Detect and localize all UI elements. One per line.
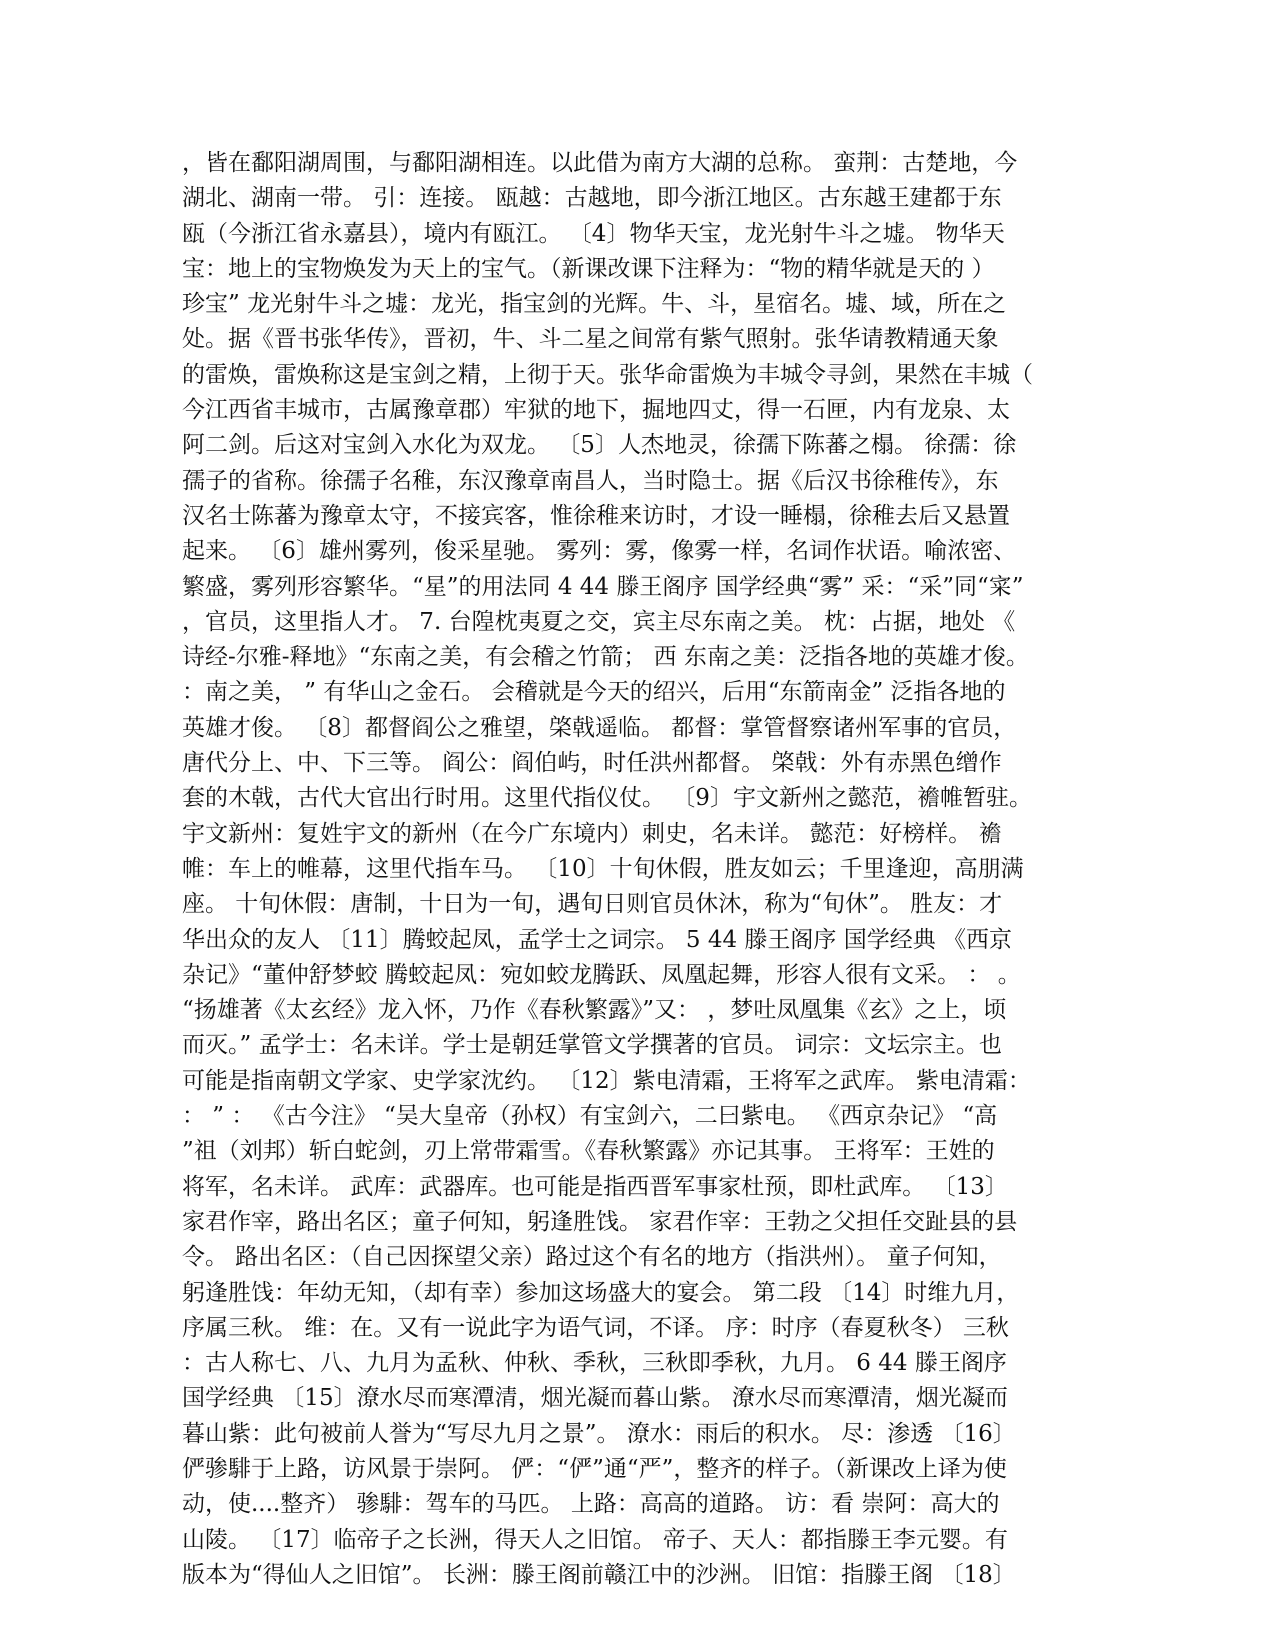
text-line: ，官员，这里指人才。 7. 台隍枕夷夏之交，宾主尽东南之美。 枕：占据，地处 《 — [182, 608, 1016, 635]
text-line: 华出众的友人 〔11〕腾蛟起凤，孟学士之词宗。 5 44 滕王阁序 国学经典 《西京 — [182, 926, 1013, 953]
text-line: 家君作宰，路出名区；童子何知，躬逢胜饯。 家君作宰：王勃之父担任交趾县的县 — [182, 1208, 1018, 1235]
text-line: 座。 十旬休假：唐制，十日为一旬，遇旬日则官员休沐，称为“旬休”。 胜友：才 — [182, 891, 1003, 918]
text-line: “扬雄著《太玄经》龙入怀，乃作《春秋繁露》”又： ，梦吐凤凰集《玄》之上，顷 — [182, 997, 1007, 1024]
text-line: 孺子的省称。徐孺子名稚，东汉豫章南昌人，当时隐士。据《后汉书徐稚传》，东 — [182, 467, 999, 494]
text-line: 躬逢胜饯：年幼无知，（却有幸）参加这场盛大的宴会。 第二段 〔14〕时维九月， — [182, 1279, 1020, 1306]
text-line: 宇文新州：复姓宇文的新州（在今广东境内）刺史，名未详。 懿范：好榜样。 襜 — [182, 820, 1002, 847]
text-line: 宝：地上的宝物焕发为天上的宝气。（新课改课下注释为：“物的精华就是天的 ） — [182, 255, 995, 282]
text-line: 山陵。 〔17〕临帝子之长洲，得天人之旧馆。 帝子、天人：都指滕王李元婴。有 — [182, 1526, 1008, 1553]
text-line: 瓯（今浙江省永嘉县），境内有瓯江。 〔4〕物华天宝，龙光射牛斗之墟。 物华天 — [182, 220, 1005, 247]
text-line: 俨骖騑于上路，访风景于崇阿。 俨：“俨”通“严”，整齐的样子。（新课改上译为使 — [182, 1455, 1007, 1482]
text-line: 繁盛，雾列形容繁华。“星”的用法同 4 44 滕王阁序 国学经典“雾” 采：“采”同“寀” — [182, 573, 1024, 600]
text-line: 套的木戟，古代大官出行时用。这里代指仪仗。 〔9〕宇文新州之懿范，襜帷暂驻。 — [182, 785, 1032, 812]
text-line: 可能是指南朝文学家、史学家沈约。 〔12〕紫电清霜，王将军之武库。 紫电清霜： — [182, 1067, 1031, 1094]
text-line: 湖北、湖南一带。 引：连接。 瓯越：古越地，即今浙江地区。古东越王建都于东 — [182, 185, 1002, 212]
text-line: 序属三秋。 维：在。又有一说此字为语气词，不译。 序：时序（春夏秋冬） 三秋 — [182, 1314, 1009, 1341]
text-line: 帷：车上的帷幕，这里代指车马。 〔10〕十旬休假，胜友如云；千里逢迎，高朋满 — [182, 855, 1024, 882]
text-line: ： ” ： 《古今注》 “吴大皇帝（孙权）有宝剑六，二曰紫电。 《西京杂记》 “高 — [182, 1103, 998, 1130]
text-line: 将军，名未详。 武库：武器库。也可能是指西晋军事家杜预，即杜武库。 〔13〕 — [182, 1173, 1008, 1200]
text-line: 唐代分上、中、下三等。 阎公：阎伯屿，时任洪州都督。 棨戟：外有赤黑色缯作 — [182, 750, 1002, 777]
text-line: 起来。 〔6〕雄州雾列，俊采星驰。 雾列：雾，像雾一样，名词作状语。喻浓密、 — [182, 538, 1017, 565]
text-line: 的雷焕，雷焕称这是宝剑之精，上彻于天。张华命雷焕为丰城令寻剑，果然在丰城（ — [182, 361, 1033, 388]
text-line: 而灭。” 孟学士：名未详。学士是朝廷掌管文学撰著的官员。 词宗：文坛宗主。也 — [182, 1032, 1002, 1059]
text-line: 汉名士陈蕃为豫章太守，不接宾客，惟徐稚来访时，才设一睡榻，徐稚去后又悬置 — [182, 502, 1010, 529]
text-line: 珍宝” 龙光射牛斗之墟：龙光，指宝剑的光辉。牛、斗，星宿名。墟、域，所在之 — [182, 291, 1007, 318]
text-line: 阿二剑。后这对宝剑入水化为双龙。 〔5〕人杰地灵，徐孺下陈蕃之榻。 徐孺：徐 — [182, 432, 1017, 459]
text-line: ：古人称七、八、九月为孟秋、仲秋、季秋，三秋即季秋，九月。 6 44 滕王阁序 — [182, 1350, 1007, 1377]
text-line: ，皆在鄱阳湖周围，与鄱阳湖相连。以此借为南方大湖的总称。 蛮荆：古楚地，今 — [182, 150, 1018, 176]
text-line: 英雄才俊。 〔8〕都督阎公之雅望，棨戟遥临。 都督：掌管督察诸州军事的官员， — [182, 714, 1017, 741]
text-line: 处。据《晋书张华传》，晋初，牛、斗二星之间常有紫气照射。张华请教精通天象 — [182, 326, 999, 353]
body-text — [182, 146, 1062, 1593]
text-line: 暮山紫：此句被前人誉为“写尽九月之景”。 潦水：雨后的积水。 尽：渗透 〔16〕 — [182, 1420, 1016, 1447]
text-line: ：南之美， ” 有华山之金石。 会稽就是今天的绍兴，后用“东箭南金” 泛指各地的 — [182, 679, 1006, 706]
text-line: 国学经典 〔15〕潦水尽而寒潭清，烟光凝而暮山紫。 潦水尽而寒潭清，烟光凝而 — [182, 1385, 1008, 1412]
text-line: 今江西省丰城市，古属豫章郡）牢狱的地下，掘地四丈，得一石匣，内有龙泉、太 — [182, 397, 1010, 424]
text-line: 动，使....整齐） 骖騑：驾车的马匹。 上路：高高的道路。 访：看 崇阿：高大的 — [182, 1491, 1000, 1518]
text-line: 版本为“得仙人之旧馆”。 长洲：滕王阁前赣江中的沙洲。 旧馆：指滕王阁 〔18〕 — [182, 1561, 1016, 1588]
text-line: 杂记》“董仲舒梦蛟 腾蛟起凤：宛如蛟龙腾跃、凤凰起舞，形容人很有文采。 ： 。 — [182, 961, 1021, 988]
text-line: ”祖（刘邦）斩白蛇剑，刃上常带霜雪。《春秋繁露》亦记其事。 王将军：王姓的 — [182, 1138, 995, 1165]
text-line: 令。 路出名区：（自己因探望父亲）路过这个有名的地方（指洪州）。 童子何知， — [182, 1244, 1002, 1271]
text-line: 诗经-尔雅-释地》“东南之美，有会稽之竹箭； 西 东南之美：泛指各地的英雄才俊。 — [182, 644, 1029, 671]
